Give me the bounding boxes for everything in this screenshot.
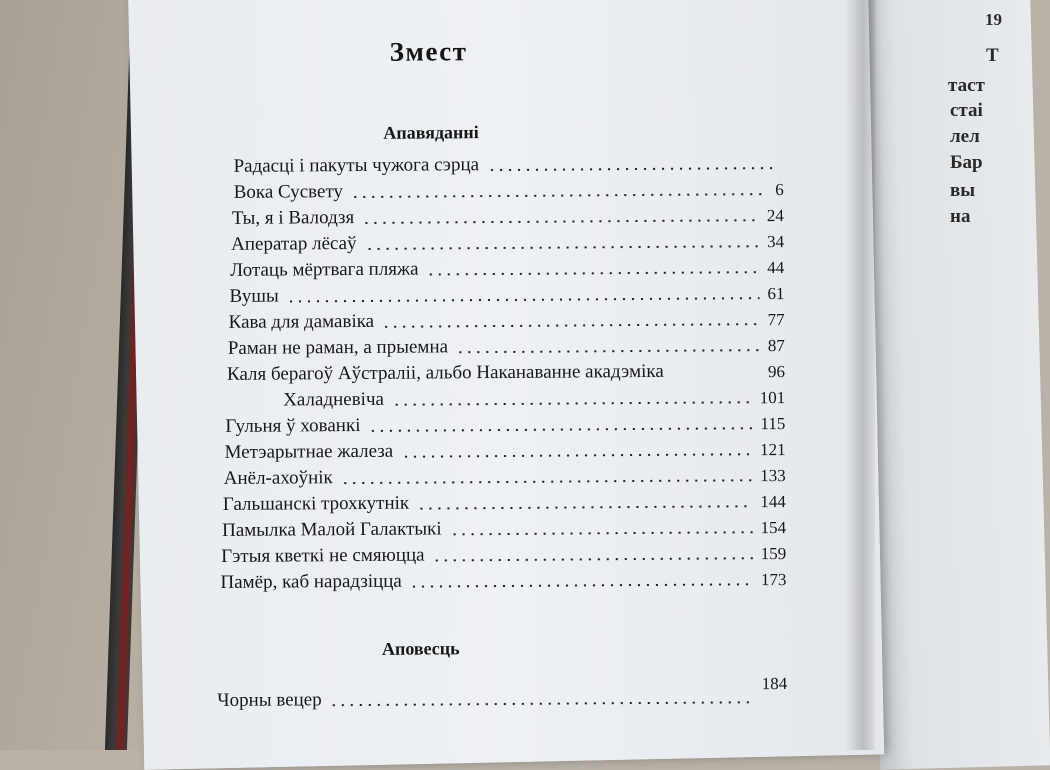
dot-leader <box>351 193 767 198</box>
toc-entry-title: Вушы <box>229 285 279 307</box>
dot-leader <box>330 701 754 706</box>
dot-leader <box>365 245 760 250</box>
toc-entry[interactable] <box>217 674 788 712</box>
toc-entry-page: 24 <box>766 206 784 226</box>
dot-leader <box>392 401 752 406</box>
toc-entry-title: Аператар лёсаў <box>231 232 357 255</box>
toc-entry[interactable] <box>225 408 785 438</box>
dot-leader <box>341 479 752 484</box>
toc-entry[interactable] <box>221 538 786 568</box>
toc-entry-page: 154 <box>760 518 787 538</box>
section-heading-stories: Апавяданні <box>383 122 479 143</box>
dot-leader <box>410 583 753 587</box>
toc-entry[interactable] <box>224 434 785 464</box>
toc-entry[interactable] <box>222 512 786 542</box>
toc-entry-page: 77 <box>767 310 785 330</box>
toc-title: Змест <box>389 36 468 67</box>
toc-entry-page: 96 <box>767 362 786 382</box>
toc-entry[interactable] <box>229 278 784 308</box>
toc-entry-page: 115 <box>760 414 786 434</box>
dot-leader <box>287 297 760 302</box>
dot-leader <box>433 557 753 561</box>
toc-entry[interactable] <box>232 200 784 230</box>
toc-entry-title: Радасці і пакуты чужога сэрца <box>233 154 480 177</box>
toc-entry[interactable] <box>229 304 785 334</box>
dot-leader <box>427 271 760 275</box>
right-page-line: вы <box>950 180 976 201</box>
toc-entry-page: 173 <box>760 570 787 590</box>
right-page-line: на <box>950 206 971 227</box>
toc-entry[interactable] <box>230 252 784 282</box>
toc-entry-page: 61 <box>767 284 785 304</box>
toc-entry-title: Ты, я і Валодзя <box>231 207 355 229</box>
toc-entry-page: 87 <box>767 336 785 356</box>
dot-leader <box>487 167 776 171</box>
right-page-line: Бар <box>950 152 983 173</box>
toc-entry-title: Лотаць мёртвага пляжа <box>230 258 419 281</box>
toc-entry[interactable] <box>234 174 784 204</box>
toc-entry[interactable] <box>224 460 786 490</box>
dot-leader <box>401 453 752 457</box>
toc-entry-title: Раман не раман, а прыемна <box>227 336 449 359</box>
toc-entry-page: 121 <box>759 440 786 460</box>
toc-entry-page: 6 <box>775 180 784 200</box>
toc-entry[interactable] <box>233 148 783 178</box>
toc-entry[interactable] <box>228 330 785 360</box>
toc-entry[interactable] <box>223 486 786 516</box>
right-page-line: лел <box>950 126 980 147</box>
toc-entry[interactable] <box>227 356 785 386</box>
toc-entry-title: Гальшанскі трохкутнік <box>222 492 410 515</box>
toc-entry-page: 159 <box>760 544 787 564</box>
toc-entry-title: Вока Сусвету <box>233 181 344 203</box>
right-page-line: таст <box>948 75 985 96</box>
section-heading-novella: Аповесць <box>381 638 460 659</box>
right-page-number: 19 <box>985 10 1002 29</box>
toc-entry-page: 44 <box>767 258 785 278</box>
dot-leader <box>382 323 760 328</box>
toc-entry-page: 101 <box>759 388 786 408</box>
dot-leader <box>456 349 760 353</box>
toc-entry-title: Чорны вецер <box>217 689 322 711</box>
toc-entry-title: Гульня ў хованкі <box>225 414 361 437</box>
toc-entry-continuation[interactable] <box>227 382 785 412</box>
toc-entry-title: Анёл-ахоўнік <box>223 467 333 489</box>
toc-entry-page: 133 <box>760 466 786 486</box>
dot-leader <box>417 505 752 509</box>
dot-leader <box>450 531 753 535</box>
toc-entry[interactable] <box>220 564 786 594</box>
toc-entry[interactable] <box>231 226 784 256</box>
toc-entry-page: 184 <box>761 674 788 694</box>
toc-entry-title: Каля берагоў Аўстраліі, альбо Наканаванне акадэміка <box>226 360 664 385</box>
right-page-line: стаі <box>950 100 983 121</box>
toc-entry-title: Гэтыя кветкі не смяюцца <box>221 544 425 567</box>
toc-entry-title-continuation: Халадневіча <box>283 388 384 411</box>
right-page-line: Т <box>986 45 999 66</box>
toc-entry-page: 34 <box>767 232 785 252</box>
dot-leader <box>368 427 752 432</box>
toc-entry-title: Метэарытнае жалеза <box>224 440 394 463</box>
toc-entry-title: Памёр, каб нарадзіцца <box>220 570 402 593</box>
dot-leader <box>362 219 759 224</box>
toc-entry-page: 144 <box>760 492 786 512</box>
toc-entry-title: Кава для дамавіка <box>228 310 375 333</box>
toc-entry-title: Памылка Малой Галактыкі <box>222 518 442 541</box>
